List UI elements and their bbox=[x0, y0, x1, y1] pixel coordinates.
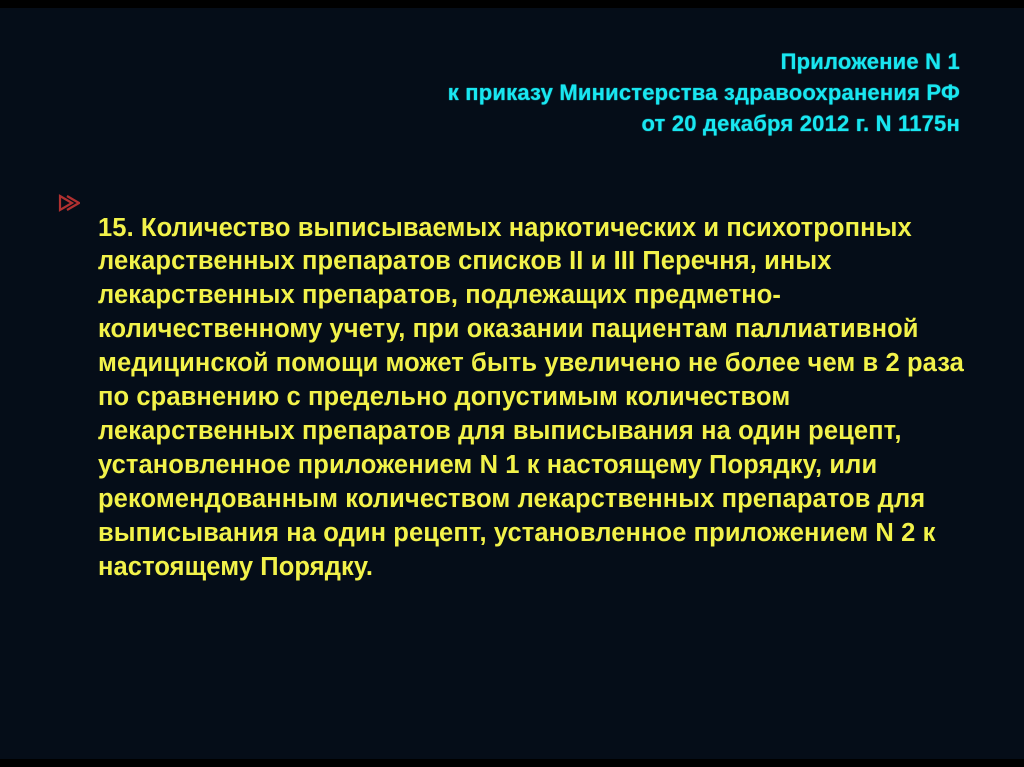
arrow-bullet-icon bbox=[58, 186, 98, 212]
header-line-2: к приказу Министерства здравоохранения РФ bbox=[447, 80, 960, 106]
header-line-1: Приложение N 1 bbox=[780, 49, 960, 74]
slide-body bbox=[58, 186, 968, 610]
slide-header bbox=[180, 46, 960, 140]
slide-background bbox=[0, 8, 1024, 759]
body-paragraph: 15. Количество выписываемых наркотических и психотропных лекарственных препаратов списков II и III Перечня, иных лекарственных препаратов, подлежащих предметно-количественному учету, при оказании пациентам паллиативной медицинской помощи может быть увеличено не более чем в 2 раза по сравнению с предельно допустимым количеством лекарственных препаратов для выписывания на один рецепт, установленное приложением N 1 к настоящему Порядку, или рекомендованным количеством лекарственных препаратов для выписывания на один рецепт, установленное приложением N 2 к настоящему Порядку. bbox=[98, 213, 964, 581]
header-line-3: от 20 декабря 2012 г. N 1175н bbox=[641, 111, 960, 137]
